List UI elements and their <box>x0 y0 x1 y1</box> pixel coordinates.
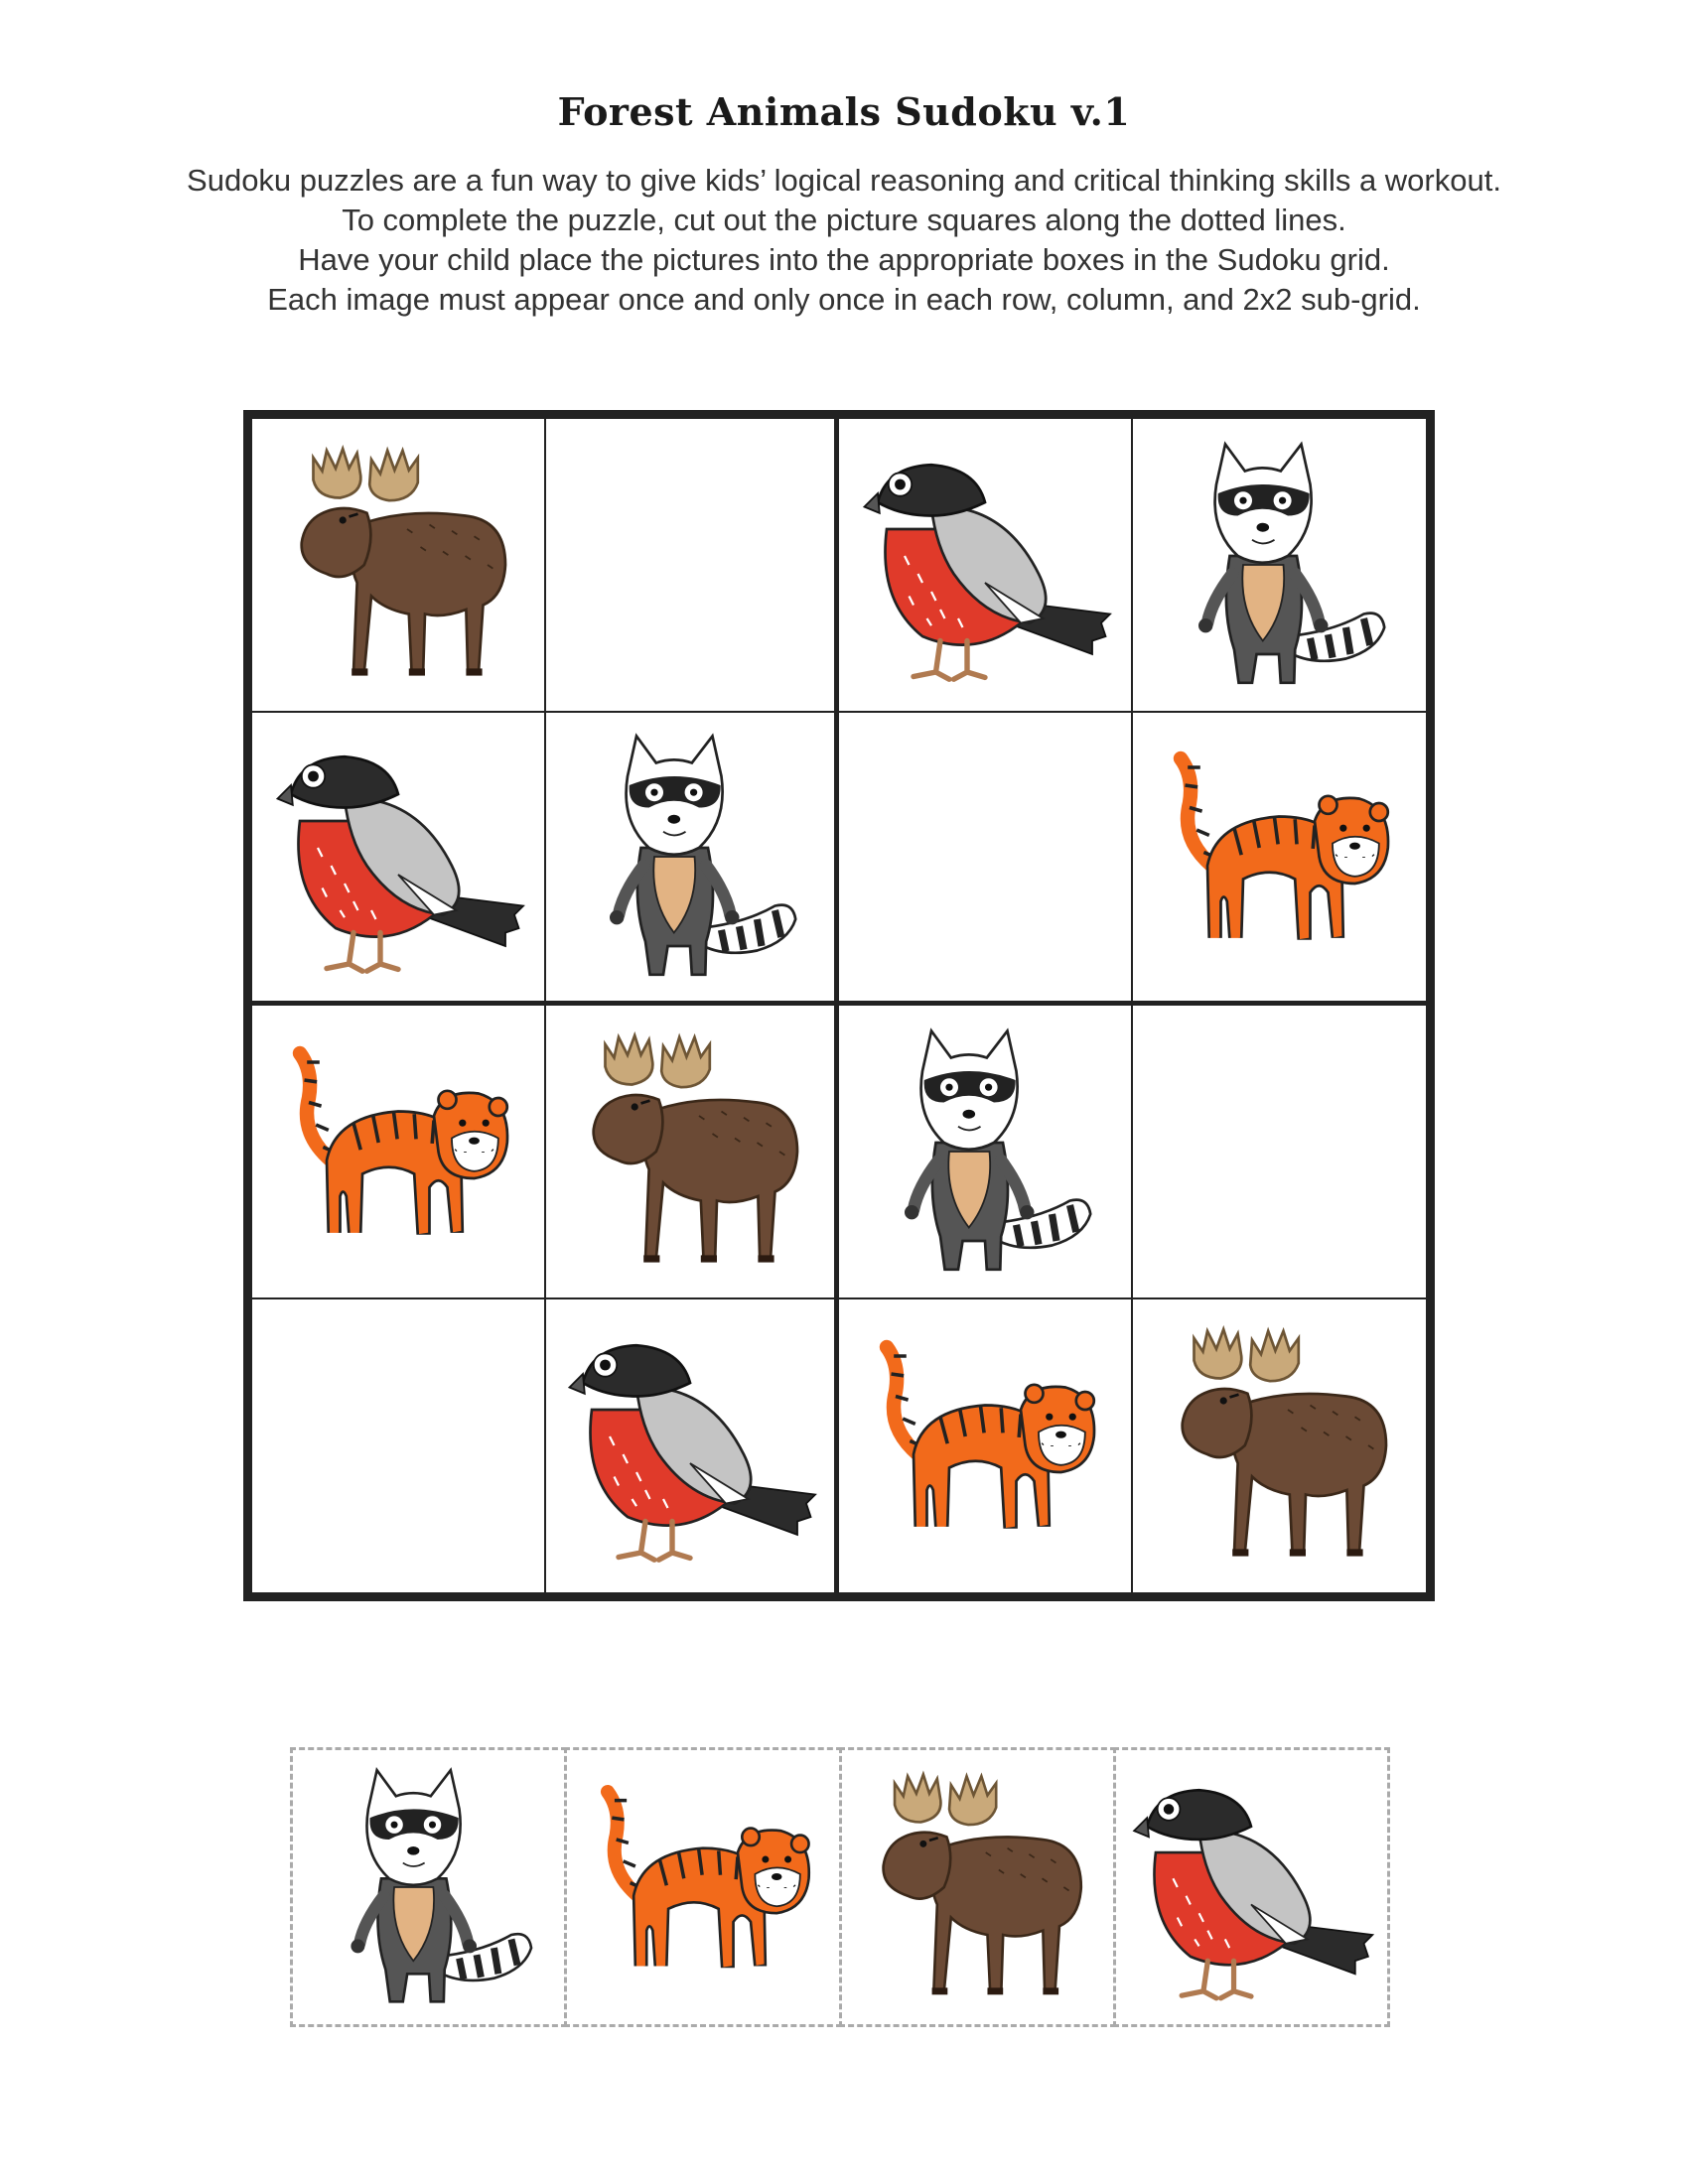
grid-cell-moose <box>252 419 546 713</box>
raccoon-icon <box>851 1018 1119 1286</box>
bullfinch-icon <box>556 1311 824 1579</box>
grid-cell-tiger <box>839 1299 1133 1593</box>
moose-icon <box>847 1757 1107 2017</box>
moose-icon <box>264 431 532 699</box>
tiger-icon <box>1145 723 1413 991</box>
grid-cell-bullfinch <box>252 713 546 1007</box>
raccoon-icon <box>1145 431 1413 699</box>
cutout-raccoon[interactable] <box>290 1747 567 2027</box>
cutout-moose[interactable] <box>839 1747 1116 2027</box>
instruction-line: Each image must appear once and only once in each row, column, and 2x2 sub-grid. <box>267 282 1421 317</box>
grid-cell-empty[interactable] <box>252 1299 546 1593</box>
grid-cell-bullfinch <box>839 419 1133 713</box>
bullfinch-icon <box>264 723 532 991</box>
raccoon-icon <box>299 1757 559 2017</box>
grid-cell-empty[interactable] <box>839 713 1133 1007</box>
bullfinch-icon <box>851 431 1119 699</box>
grid-cell-empty[interactable] <box>546 419 840 713</box>
tiger-icon <box>264 1018 532 1286</box>
page-title: Forest Animals Sudoku v.1 <box>557 89 1131 134</box>
raccoon-icon <box>556 723 824 991</box>
grid-cell-tiger <box>1133 713 1427 1007</box>
instruction-line: Sudoku puzzles are a fun way to give kids’ logical reasoning and critical thinking skills a workout. <box>187 163 1501 198</box>
cutout-bullfinch[interactable] <box>1113 1747 1390 2027</box>
grid-cell-tiger <box>252 1006 546 1299</box>
grid-cell-empty[interactable] <box>1133 1006 1427 1299</box>
cutout-strip <box>293 1747 1390 2027</box>
moose-icon <box>556 1018 824 1286</box>
instruction-line: To complete the puzzle, cut out the picture squares along the dotted lines. <box>342 203 1346 237</box>
grid-cell-raccoon <box>546 713 840 1007</box>
grid-cell-moose <box>1133 1299 1427 1593</box>
grid-cell-raccoon <box>839 1006 1133 1299</box>
grid-cell-raccoon <box>1133 419 1427 713</box>
moose-icon <box>1145 1311 1413 1579</box>
bullfinch-icon <box>1121 1757 1381 2017</box>
tiger-icon <box>573 1757 833 2017</box>
instructions <box>99 161 1589 320</box>
sudoku-grid <box>243 410 1435 1601</box>
cutout-tiger[interactable] <box>564 1747 841 2027</box>
grid-cell-moose <box>546 1006 840 1299</box>
instruction-line: Have your child place the pictures into the appropriate boxes in the Sudoku grid. <box>298 242 1390 277</box>
tiger-icon <box>851 1311 1119 1579</box>
grid-cell-bullfinch <box>546 1299 840 1593</box>
